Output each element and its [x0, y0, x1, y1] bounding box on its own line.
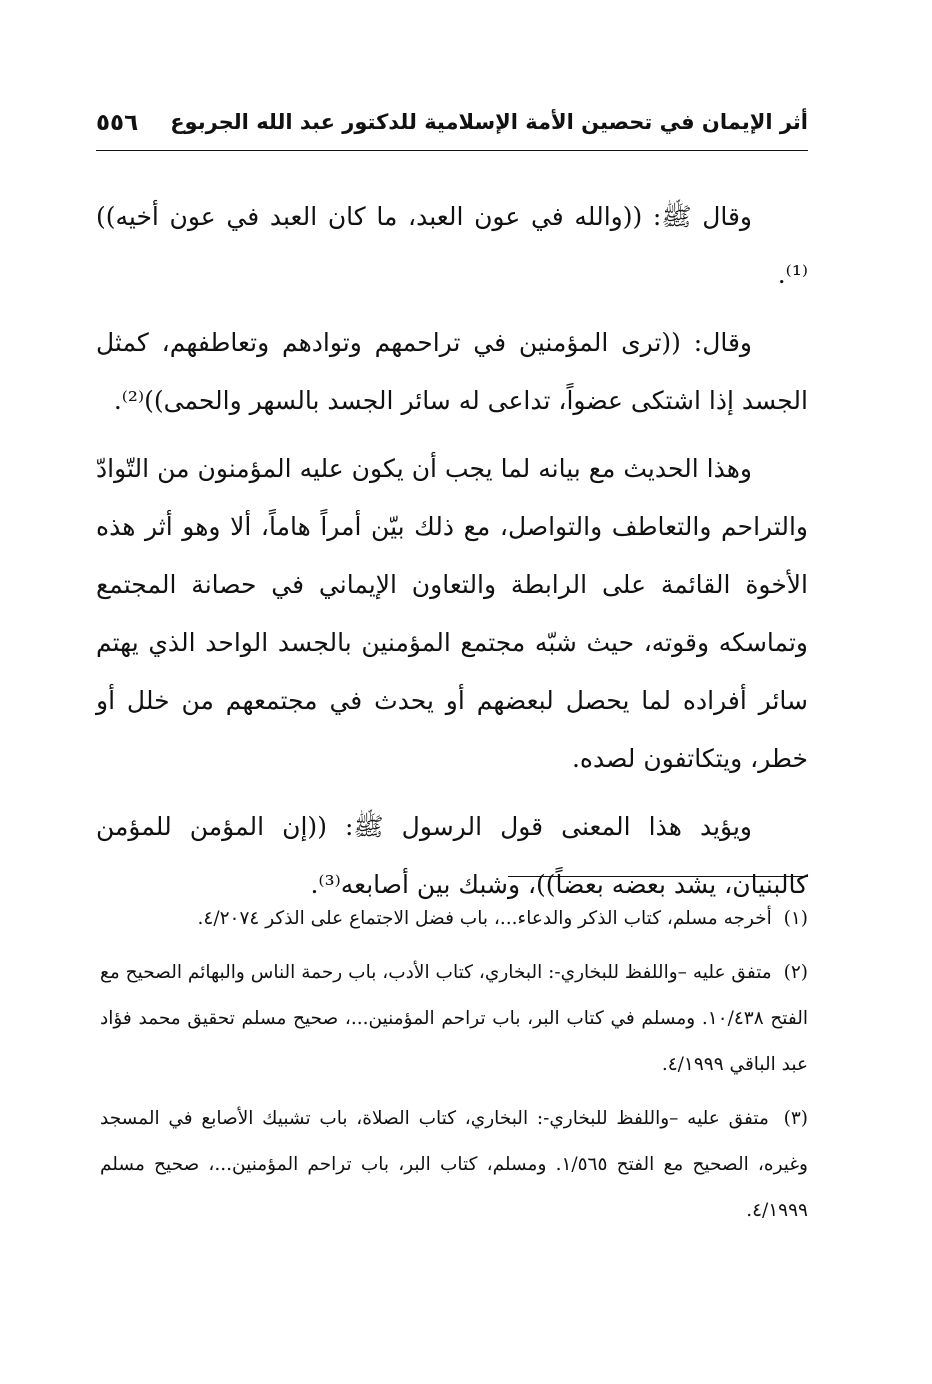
main-text — [96, 188, 808, 924]
paragraph: ويؤيد هذا المعنى قول الرسول ﷺ: ((إن المؤمن للمؤمن كالبنيان، يشد بعضه بعضاً))، وشبك بين أصابعه⁽³⁾. — [96, 812, 808, 899]
footnote-divider — [508, 876, 808, 877]
page-number: ٥٥٦ — [96, 110, 139, 136]
footnote-text: متفق عليه –واللفظ للبخاري-: البخاري، كتاب الصلاة، باب تشبيك الأصابع في المسجد وغيره، الصحيح مع الفتح ١/٥٦٥. ومسلم، كتاب البر، باب تراحم المؤمنين...، صحيح مسلم ٤/١٩٩٩. — [100, 1108, 808, 1221]
footnotes — [100, 896, 808, 1242]
footnote-number: (٢) — [783, 962, 809, 983]
running-header — [96, 104, 808, 148]
footnote-number: (١) — [783, 908, 808, 929]
footnote — [100, 1096, 808, 1234]
footnote-number: (٣) — [783, 1108, 808, 1129]
footnote-text: متفق عليه –واللفظ للبخاري-: البخاري، كتاب الأدب، باب رحمة الناس والبهائم الصحيح مع الفتح ١٠/٤٣٨. ومسلم في كتاب البر، باب تراحم المؤمنين...، صحيح مسلم تحقيق محمد فؤاد عبد الباقي ٤/١٩٩٩. — [100, 962, 808, 1075]
footnote-text: أخرجه مسلم، كتاب الذكر والدعاء...، باب فضل الاجتماع على الذكر ٤/٢٠٧٤. — [197, 908, 772, 929]
header-divider — [96, 150, 808, 151]
header-title: أثر الإيمان في تحصين الأمة الإسلامية للدكتور عبد الله الجربوع — [170, 110, 808, 134]
footnote — [100, 950, 808, 1088]
paragraph: وهذا الحديث مع بيانه لما يجب أن يكون عليه المؤمنون من التّوادّ والتراحم والتعاطف والتواصل، مع ذلك بيّن أمراً هاماً، ألا وهو أثر هذه الأخوة القائمة على الرابطة والتعاون الإيماني في حصانة المجتمع وتماسكه وقوته، حيث شبّه مجتمع المؤمنين بالجسد الواحد الذي يهتم سائر أفراده لما يحصل لبعضهم أو يحدث في مجتمعهم من خلل أو خطر، ويتكاتفون لصده. — [96, 454, 808, 773]
footnote — [100, 896, 808, 942]
paragraph: وقال ﷺ: ((والله في عون العبد، ما كان العبد في عون أخيه))⁽¹⁾. — [96, 202, 808, 289]
paragraph: وقال: ((ترى المؤمنين في تراحمهم وتوادهم وتعاطفهم، كمثل الجسد إذا اشتكى عضواً، تداعى له سائر الجسد بالسهر والحمى))⁽²⁾. — [96, 328, 808, 415]
